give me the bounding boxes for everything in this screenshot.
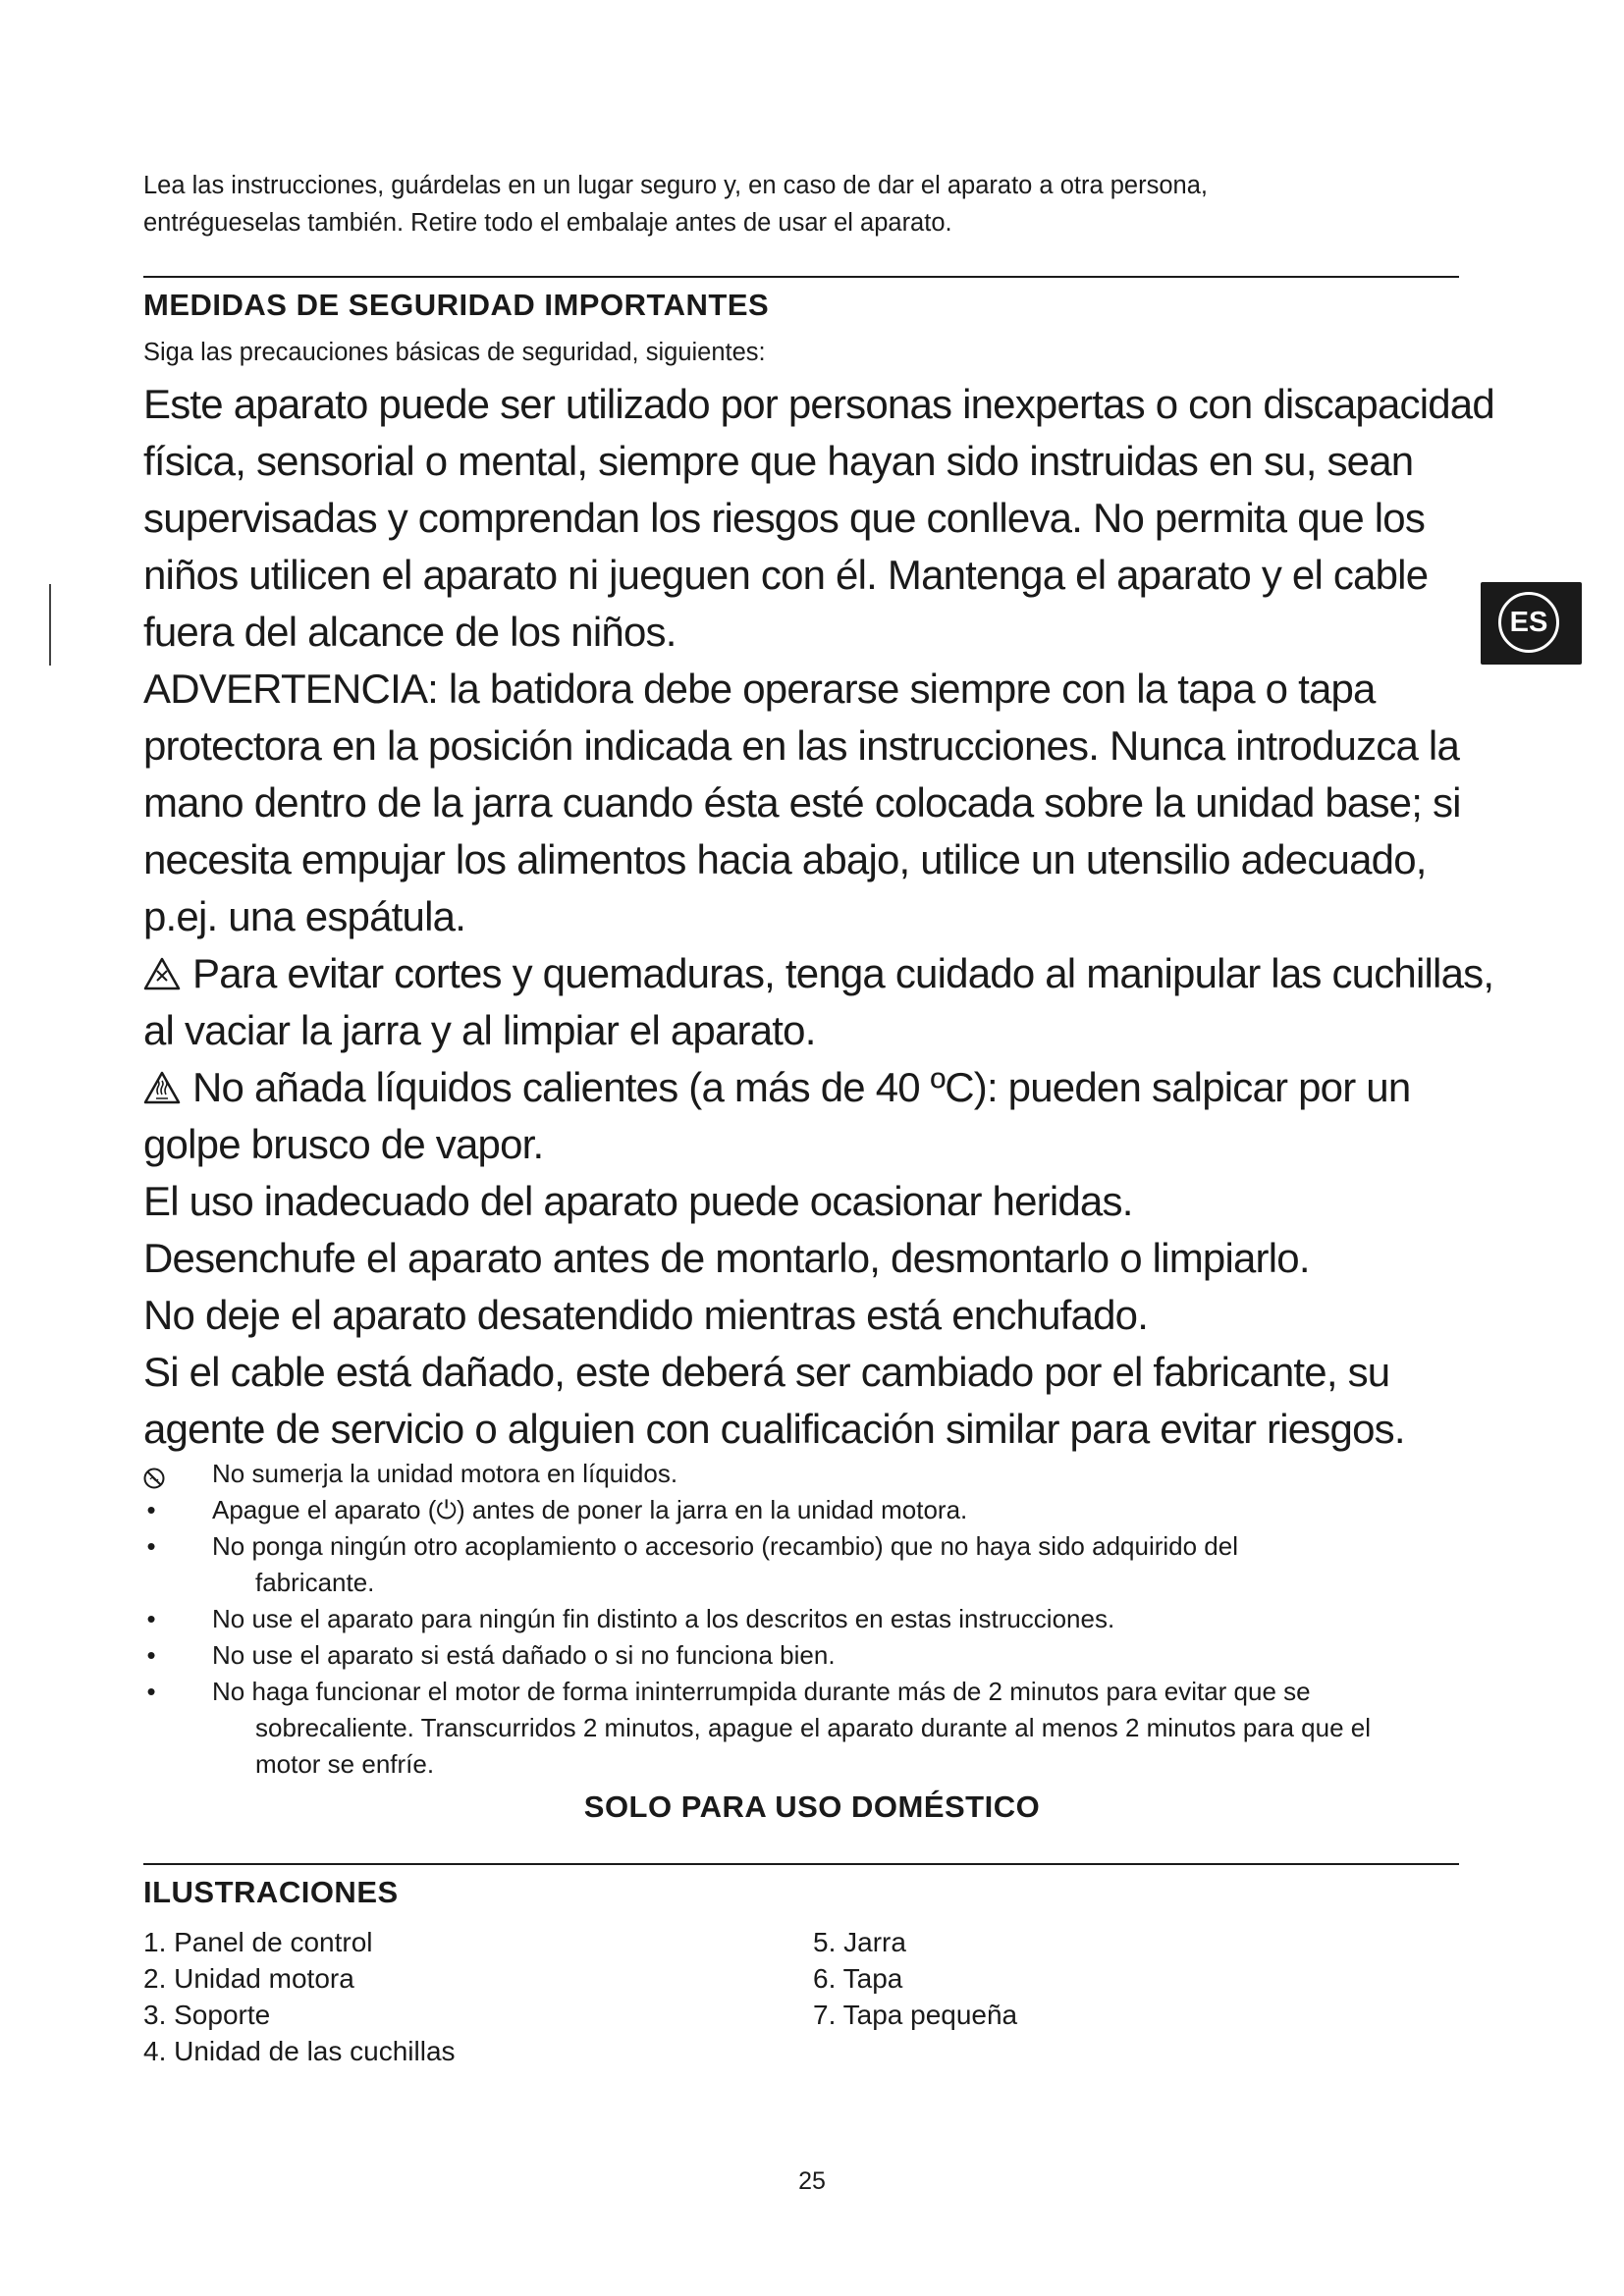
list-item-continuation: fabricante.: [255, 1568, 375, 1597]
safety-paragraph: Este aparato puede ser utilizado por personas inexpertas o con discapacidad física, sensorial o mental, siempre que hayan sido instruidas en su, sean supervisadas y comprendan los riesgos que conlleva. No permita que los niños utilicen el aparato ni jueguen con él. Mantenga el aparato y el cable fuera del alcance de los niños.: [143, 381, 1494, 655]
list-item: 7. Tapa pequeña: [813, 2000, 1018, 2030]
intro-text: [143, 167, 1479, 241]
safety-subtitle: Siga las precauciones básicas de seguridad, siguientes:: [143, 339, 766, 366]
domestic-use-heading: SOLO PARA USO DOMÉSTICO: [583, 1789, 1041, 1824]
hot-surface-warning-icon: [143, 1062, 181, 1095]
safety-paragraph: No añada líquidos calientes (a más de 40 ºC): pueden salpicar por un golpe brusco de vapor.: [143, 1064, 1411, 1167]
illustrations-list-left: [143, 1924, 456, 2069]
list-item-continuation: sobrecaliente. Transcurridos 2 minutos, apague el aparato durante al menos 2 minutos para que el: [255, 1713, 1372, 1742]
bullet-icon: •: [146, 1495, 156, 1524]
safety-paragraph: ADVERTENCIA: la batidora debe operarse siempre con la tapa o tapa protectora en la posición indicada en las instrucciones. Nunca introduzca la mano dentro de la jarra cuando ésta esté colocada sobre la unidad base; si necesita empujar los alimentos hacia abajo, utilice un utensilio adecuado, p.ej. una espátula.: [143, 666, 1461, 939]
list-item: 1. Panel de control: [143, 1927, 373, 1957]
prohibited-icon: [143, 1463, 165, 1484]
intro-line-1: Lea las instrucciones, guárdelas en un lugar seguro y, en caso de dar el aparato a otra persona,: [143, 172, 1208, 199]
safety-paragraph: Si el cable está dañado, este deberá ser cambiado por el fabricante, su agente de servicio o alguien con cualificación similar para evitar riesgos.: [143, 1349, 1405, 1452]
safety-paragraph: El uso inadecuado del aparato puede ocasionar heridas.: [143, 1178, 1133, 1224]
list-item: 2. Unidad motora: [143, 1963, 354, 1994]
illustrations-heading: ILUSTRACIONES: [143, 1875, 399, 1909]
divider: [143, 1863, 1459, 1865]
list-item-continuation: motor se enfríe.: [255, 1749, 435, 1779]
language-label: ES: [1498, 592, 1559, 653]
safety-paragraph: No deje el aparato desatendido mientras está enchufado.: [143, 1292, 1149, 1338]
list-item: 5. Jarra: [813, 1927, 906, 1957]
bullet-icon: •: [146, 1531, 156, 1561]
safety-paragraph: Para evitar cortes y quemaduras, tenga cuidado al manipular las cuchillas, al vaciar la jarra y al limpiar el aparato.: [143, 950, 1494, 1053]
intro-line-2: entrégueselas también. Retire todo el embalaje antes de usar el aparato.: [143, 209, 952, 237]
bullet-icon: •: [146, 1677, 156, 1706]
safety-paragraphs: [143, 376, 1498, 1458]
list-item: 3. Soporte: [143, 2000, 271, 2030]
list-item: • No use el aparato si está dañado o si no funciona bien.: [143, 1637, 1479, 1674]
list-item: • No ponga ningún otro acoplamiento o accesorio (recambio) que no haya sido adquirido del: [143, 1528, 1479, 1565]
bullet-icon: •: [146, 1604, 156, 1633]
list-item: 4. Unidad de las cuchillas: [143, 2036, 456, 2066]
illustrations-list-right: [813, 1924, 1017, 2033]
page-number: 25: [798, 2167, 826, 2195]
list-item: • Apague el aparato (⏻) antes de poner la jarra en la unidad motora.: [143, 1492, 1479, 1528]
list-item: No sumerja la unidad motora en líquidos.: [143, 1456, 1479, 1492]
bullet-icon: •: [146, 1640, 156, 1670]
safety-paragraph: Desenchufe el aparato antes de montarlo, desmontarlo o limpiarlo.: [143, 1235, 1310, 1281]
safety-bullets: [143, 1456, 1479, 1783]
list-item: • No haga funcionar el motor de forma ininterrumpida durante más de 2 minutos para evitar que se: [143, 1674, 1479, 1710]
warning-icon: [143, 948, 181, 982]
divider: [143, 276, 1459, 278]
safety-heading: MEDIDAS DE SEGURIDAD IMPORTANTES: [143, 288, 770, 322]
language-tab: [1481, 582, 1582, 665]
list-item: • No use el aparato para ningún fin distinto a los descritos en estas instrucciones.: [143, 1601, 1479, 1637]
list-item: 6. Tapa: [813, 1963, 903, 1994]
margin-mark: [49, 584, 51, 666]
